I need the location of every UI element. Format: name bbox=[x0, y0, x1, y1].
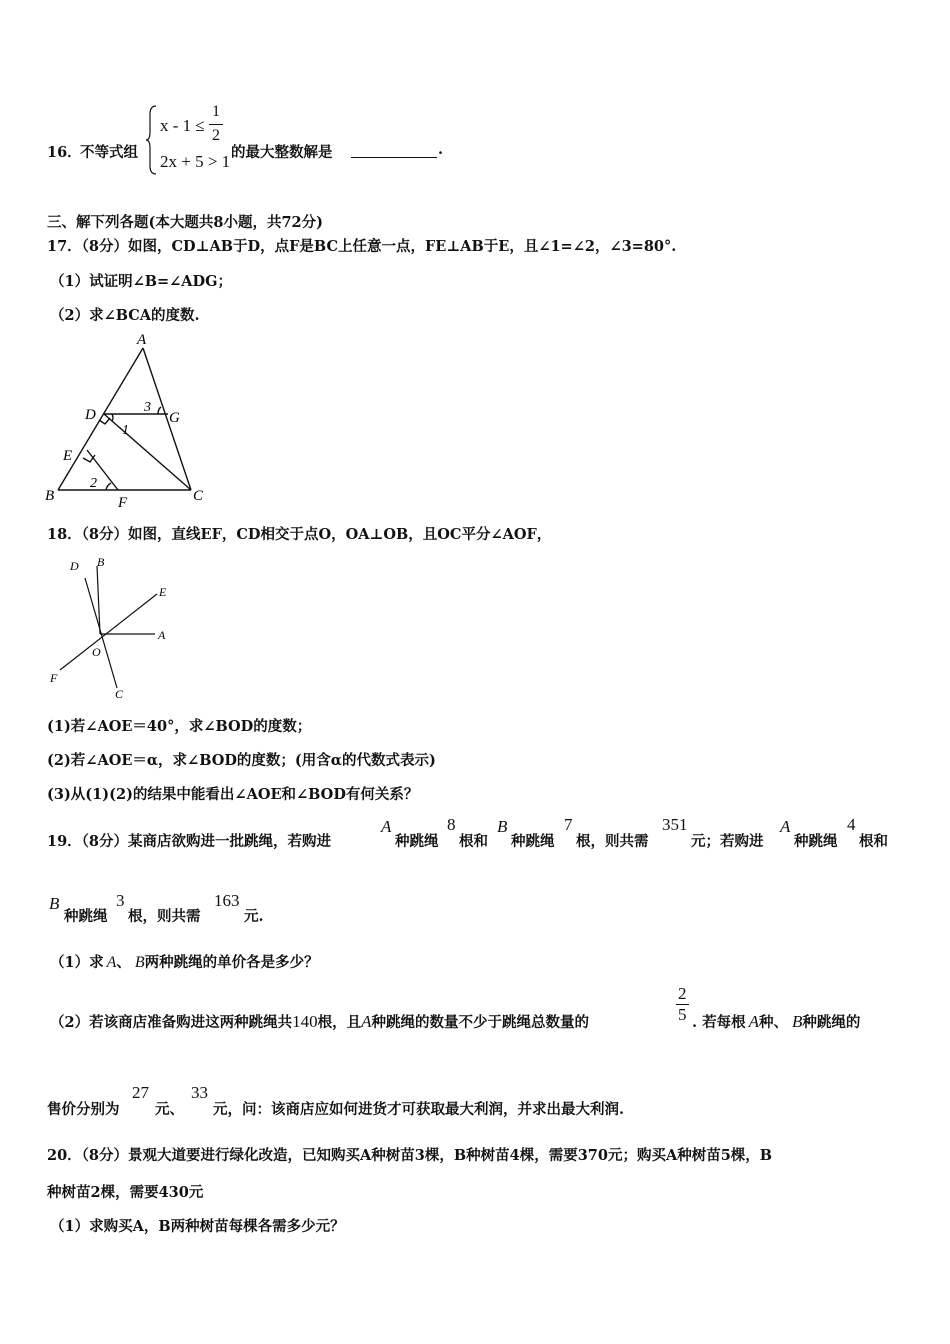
q19-var-B: B bbox=[134, 954, 145, 971]
label-B: B bbox=[45, 488, 55, 504]
q20-line1: 20．（8分）景观大道要进行绿化改造，已知购买A种树苗3棵，B种树苗4棵，需要370元；购买A种树苗5棵，B bbox=[47, 1147, 773, 1164]
q19-frac-den: 5 bbox=[678, 1005, 687, 1024]
q19-intro: 19．（8分）某商店欲购进一批跳绳，若购进 bbox=[47, 833, 332, 850]
q19-var-A: A bbox=[361, 1012, 372, 1031]
q19-var-B: B bbox=[792, 1012, 803, 1031]
q19-text-genhe: 根和 bbox=[459, 833, 488, 850]
q19-text-gen-ze: 根，则共需 bbox=[128, 908, 201, 925]
q19-num-163: 163 bbox=[214, 891, 240, 910]
q17-stem: 17．（8分）如图，CD⊥AB于D，点F是BC上任意一点，FE⊥AB于E，且∠1=∠2，∠3=80°. bbox=[47, 238, 677, 255]
q20-line2: 种树苗2棵，需要430元 bbox=[47, 1184, 204, 1201]
q19-p2-mid5: 种跳绳的 bbox=[802, 1014, 861, 1031]
label-B: B bbox=[97, 555, 105, 569]
q16-ineq1-den: 2 bbox=[212, 127, 220, 144]
q16-ineq2: 2x + 5 > 1 bbox=[160, 152, 231, 171]
q19-type-label: 种跳绳 bbox=[64, 908, 108, 925]
label-O: O bbox=[92, 645, 101, 659]
q19-p2-pre: （2）若该商店准备购进这两种跳绳共 bbox=[50, 1014, 293, 1031]
q19-p2-mid4: 种、 bbox=[759, 1014, 788, 1031]
q16-ineq1-num: 1 bbox=[212, 103, 220, 120]
system-brace bbox=[146, 104, 158, 176]
q19-p1-sep: 、 bbox=[116, 954, 131, 971]
q19-num-3: 3 bbox=[116, 891, 125, 910]
label-C: C bbox=[193, 488, 204, 504]
label-C: C bbox=[115, 687, 124, 700]
q19-p2b-pre: 售价分别为 bbox=[47, 1101, 120, 1118]
q20-part1: （1）求购买A，B两种树苗每棵各需多少元？ bbox=[50, 1218, 345, 1235]
label-E: E bbox=[63, 448, 73, 464]
q18-part3: (3)从(1)(2)的结果中能看出∠AOE和∠BOD有何关系？ bbox=[47, 786, 419, 803]
q19-fraction bbox=[676, 984, 689, 1025]
q16-ineq1-left: x - 1 ≤ bbox=[160, 116, 205, 135]
q19-num-8: 8 bbox=[447, 815, 456, 834]
q19-var-B: B bbox=[49, 894, 60, 913]
q19-type-label: 种跳绳 bbox=[395, 833, 439, 850]
q16-number: 16． bbox=[47, 144, 82, 161]
q18-part1: (1)若∠AOE＝40°，求∠BOD的度数； bbox=[47, 718, 312, 735]
label-A: A bbox=[137, 332, 147, 348]
q19-frac-num: 2 bbox=[678, 984, 687, 1003]
q19-text-genhe2: 根和 bbox=[859, 833, 888, 850]
q16-end: . bbox=[438, 141, 444, 158]
q16-suffix: 的最大整数解是 bbox=[231, 144, 333, 161]
q19-text-yuan: 元；若购进 bbox=[691, 833, 764, 850]
q19-type-label: 种跳绳 bbox=[511, 833, 555, 850]
q19-num-27: 27 bbox=[132, 1083, 149, 1102]
q18-stem: 18．（8分）如图，直线EF，CD相交于点O，OA⊥OB，且OC平分∠AOF， bbox=[47, 526, 552, 543]
q19-p2b-post: 元，问：该商店应如何进货才可获取最大利润，并求出最大利润. bbox=[213, 1101, 625, 1118]
q19-var-A: A bbox=[780, 817, 791, 836]
q19-num-7: 7 bbox=[564, 815, 573, 834]
q19-p2-mid3: . 若每根 bbox=[692, 1014, 746, 1031]
label-F: F bbox=[118, 495, 128, 511]
q19-part2-tail bbox=[692, 1011, 860, 1032]
q19-var-B: B bbox=[497, 817, 508, 836]
q18-lines-figure bbox=[40, 550, 190, 700]
q19-num-351: 351 bbox=[662, 815, 688, 834]
q16-prefix: 不等式组 bbox=[80, 144, 138, 161]
q19-text-gen: 根，则共需 bbox=[576, 833, 649, 850]
label-D: D bbox=[70, 559, 79, 573]
q19-num-140: 140 bbox=[292, 1012, 318, 1031]
q19-num-33: 33 bbox=[191, 1083, 208, 1102]
q17-triangle-figure bbox=[40, 330, 220, 515]
q16-answer-blank[interactable] bbox=[351, 143, 437, 158]
label-one: 1 bbox=[122, 423, 129, 438]
q19-p2b-yuan: 元、 bbox=[155, 1101, 184, 1118]
q18-part2: (2)若∠AOE＝α，求∠BOD的度数；(用含α的代数式表示) bbox=[47, 752, 436, 769]
label-three: 3 bbox=[144, 400, 151, 415]
label-G: G bbox=[169, 410, 180, 426]
label-two: 2 bbox=[90, 476, 97, 491]
q19-var-A: A bbox=[381, 817, 392, 836]
label-E: E bbox=[159, 585, 167, 599]
q19-p2-mid2: 种跳绳的数量不少于跳绳总数量的 bbox=[371, 1014, 589, 1031]
label-A: A bbox=[158, 628, 166, 642]
q19-p1-pre: （1）求 bbox=[50, 954, 104, 971]
q19-p2-mid1: 根，且 bbox=[317, 1014, 362, 1031]
q19-type-label: 种跳绳 bbox=[794, 833, 838, 850]
q16-frac-bar bbox=[209, 124, 223, 125]
section-title: 三、解下列各题(本大题共8小题，共72分) bbox=[47, 214, 323, 231]
q19-p1-post: 两种跳绳的单价各是多少？ bbox=[144, 954, 319, 971]
q17-part1: （1）试证明∠B=∠ADG； bbox=[50, 273, 232, 290]
q19-text-yuan-end: 元. bbox=[244, 908, 264, 925]
q19-num-4: 4 bbox=[847, 815, 856, 834]
q19-part1 bbox=[50, 951, 319, 972]
q17-part2: （2）求∠BCA的度数. bbox=[50, 307, 200, 324]
q19-part2 bbox=[50, 1011, 589, 1032]
q19-var-A: A bbox=[106, 954, 117, 971]
q19-var-A: A bbox=[748, 1012, 759, 1031]
label-F: F bbox=[50, 671, 58, 685]
label-D: D bbox=[85, 407, 96, 423]
